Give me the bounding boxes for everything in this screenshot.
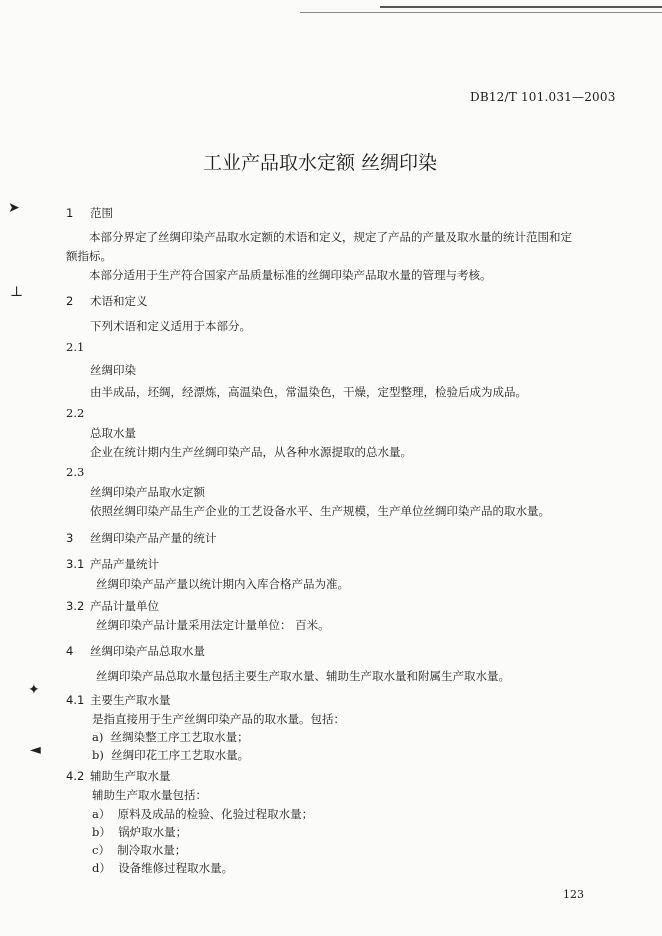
- page-number: 123: [563, 888, 584, 901]
- list-item: a) 丝绸染整工序工艺取水量；: [92, 730, 249, 744]
- section-1-heading: 1 范围: [66, 206, 113, 220]
- term: 丝绸印染: [90, 363, 136, 377]
- paragraph: 下列术语和定义适用于本部分。: [90, 319, 251, 333]
- subsection-heading: 3.1 产品产量统计: [66, 557, 159, 571]
- list-item: b） 锅炉取水量；: [92, 825, 188, 839]
- scan-edge-line: [380, 6, 662, 8]
- paragraph: 额指标。: [66, 249, 112, 263]
- term-definition: 企业在统计期内生产丝绸印染产品，从各种水源提取的总水量。: [90, 445, 412, 459]
- section-4-heading: 4 丝绸印染产品总取水量: [66, 644, 205, 658]
- subsection-number: 2.2: [66, 406, 85, 420]
- margin-mark-icon: ◄: [30, 742, 41, 758]
- paragraph: 本部分适用于生产符合国家产品质量标准的丝绸印染产品取水量的管理与考核。: [89, 268, 492, 282]
- list-item: b) 丝绸印花工序工艺取水量。: [92, 748, 250, 762]
- term: 总取水量: [90, 426, 136, 440]
- paragraph: 本部分界定了丝绸印染产品取水定额的术语和定义，规定了产品的产量及取水量的统计范围和定: [89, 230, 572, 244]
- margin-mark-icon: ⊥: [10, 284, 24, 300]
- term-definition: 由半成品，坯绸，经漂炼，高温染色，常温染色，干燥，定型整理，检验后成为成品。: [90, 385, 527, 399]
- margin-mark-icon: ✦: [28, 682, 40, 698]
- list-item: a） 原料及成品的检验、化验过程取水量；: [92, 807, 314, 821]
- paragraph: 丝绸印染产品计量采用法定计量单位： 百米。: [96, 618, 330, 632]
- paragraph: 丝绸印染产品总取水量包括主要生产取水量、辅助生产取水量和附属生产取水量。: [96, 669, 510, 683]
- subsection-heading: 4.2 辅助生产取水量: [66, 769, 171, 783]
- subsection-heading: 4.1 主要生产取水量: [66, 693, 171, 707]
- term: 丝绸印染产品取水定额: [90, 485, 205, 499]
- paragraph: 辅助生产取水量包括：: [92, 788, 207, 802]
- margin-mark-icon: ➤: [8, 200, 20, 216]
- subsection-heading: 3.2 产品计量单位: [66, 599, 159, 613]
- section-3-heading: 3 丝绸印染产品产量的统计: [66, 531, 217, 545]
- list-item: d） 设备维修过程取水量。: [92, 861, 234, 875]
- scan-edge-line: [300, 12, 662, 13]
- paragraph: 是指直接用于生产丝绸印染产品的取水量。包括：: [92, 712, 345, 726]
- document-title: 工业产品取水定额 丝绸印染: [202, 152, 438, 174]
- subsection-number: 2.1: [66, 340, 85, 354]
- standard-number: DB12/T 101.031—2003: [470, 90, 616, 104]
- term-definition: 依照丝绸印染产品生产企业的工艺设备水平、生产规模，生产单位丝绸印染产品的取水量。: [90, 504, 550, 518]
- subsection-number: 2.3: [66, 465, 85, 479]
- list-item: c） 制冷取水量；: [92, 843, 187, 857]
- section-2-heading: 2 术语和定义: [66, 294, 148, 308]
- paragraph: 丝绸印染产品产量以统计期内入库合格产品为准。: [96, 577, 349, 591]
